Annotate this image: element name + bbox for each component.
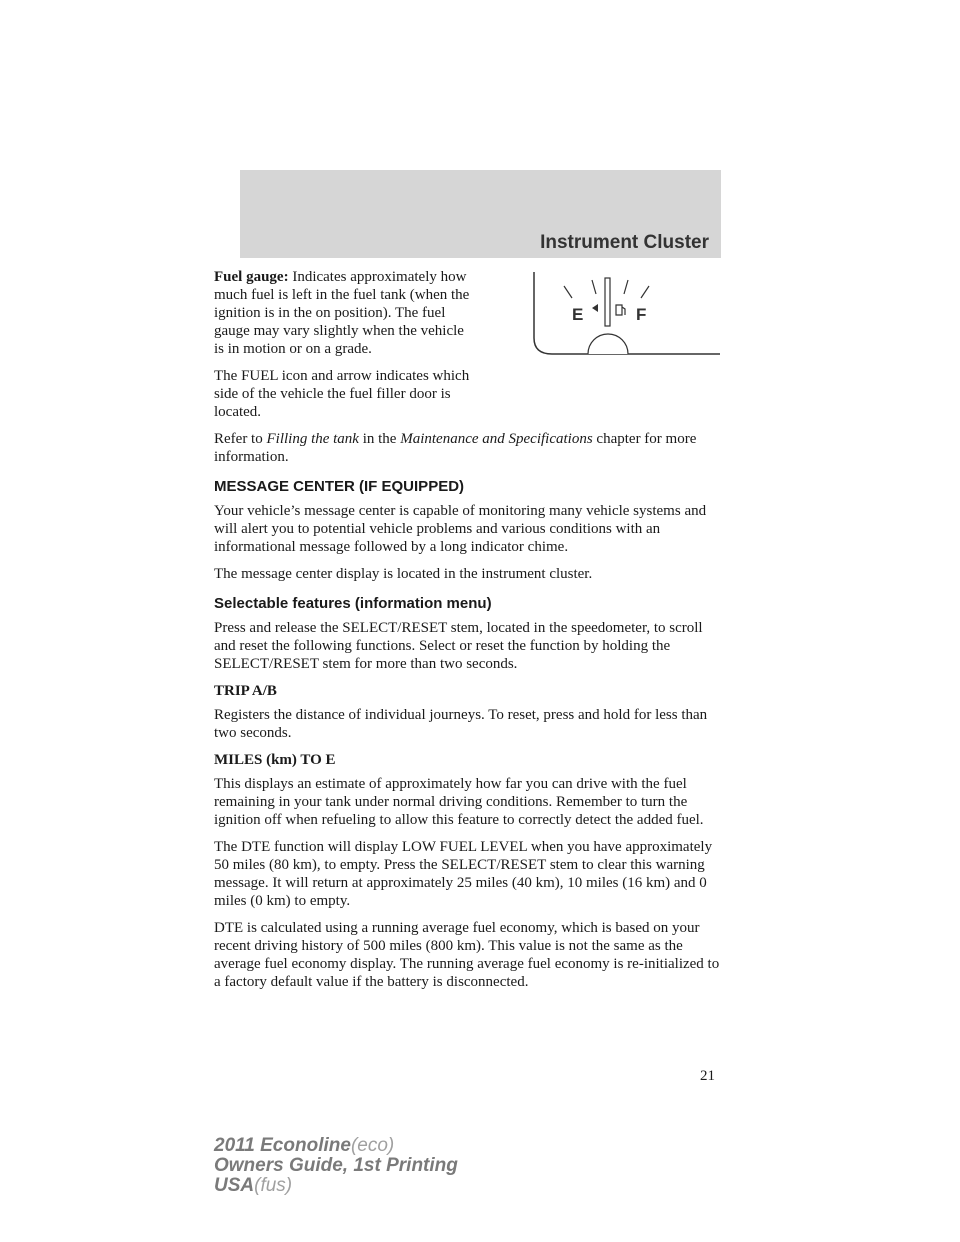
header-band [240,170,721,258]
page-content [214,268,720,1000]
message-center-p2: The message center display is located in the instrument cluster. [214,566,593,582]
footer-market: USA [214,1175,255,1196]
fuel-gauge-term: Fuel gauge: [214,269,289,285]
selectable-features-text: Press and release the SELECT/RESET stem, located in the speedometer, to scroll and reset the following functions. Select or reset the function by holding the SELECT/RESET stem for more than two seconds. [214,620,703,672]
trip-heading: TRIP A/B [214,683,277,699]
footer-line-3 [214,1176,458,1196]
footer-model: 2011 Econoline [214,1135,351,1156]
dte-p3: DTE is calculated using a running average fuel economy, which is based on your recent driving history of 500 miles (800 km). This value is not the same as the average fuel economy display. The running average fuel economy is re-initialized to a factory default value if the battery is disconnected. [214,920,720,990]
dte-heading: MILES (km) TO E [214,752,336,768]
trip-text: Registers the distance of individual journeys. To reset, press and hold for less than two seconds. [214,707,708,741]
gauge-empty-label: E [572,305,584,324]
footer-model-code: (eco) [350,1135,395,1156]
footer-line-1 [214,1136,458,1156]
fuel-gauge-paragraph [214,268,476,358]
refer-mid: in the [358,431,401,447]
refer-title-filling-tank: Filling the tank [266,431,359,447]
dte-p1: This displays an estimate of approximately how far you can drive with the fuel remaining in your tank under normal driving conditions. Remember to turn the ignition off when refueling to allow this feature to correctly detect the added fuel. [214,776,704,828]
refer-prefix: Refer to [214,431,267,447]
refer-title-maintenance: Maintenance and Specifications [400,431,593,447]
refer-suffix: chapter for more information. [214,431,697,465]
print-footer [214,1136,458,1196]
fuel-icon-paragraph: The FUEL icon and arrow indicates which side of the vehicle the fuel filler door is located. [214,368,470,420]
section-title: Instrument Cluster [540,232,709,253]
message-center-heading: MESSAGE CENTER (IF EQUIPPED) [214,478,465,495]
gauge-full-label: F [636,305,647,324]
footer-market-code: (fus) [254,1175,293,1196]
message-center-p1: Your vehicle’s message center is capable of monitoring many vehicle systems and will alert you to potential vehicle problems and various conditions with an informational message followed by a long indicator chime. [214,503,707,555]
page-number: 21 [700,1068,715,1084]
dte-p2: The DTE function will display LOW FUEL LEVEL when you have approximately 50 miles (80 km), to empty. Press the SELECT/RESET stem to clear this warning message. It will return at approximately 25 miles (40 km), 10 miles (16 km) and 0 miles (0 km) to empty. [214,839,713,909]
footer-line-2: Owners Guide, 1st Printing [214,1155,458,1176]
fuel-gauge-text: Indicates approximately how much fuel is left in the fuel tank (when the ignition is in the on position). The fuel gauge may vary slightly when the vehicle is in motion or on a grade. [214,269,470,357]
selectable-features-heading: Selectable features (information menu) [214,595,492,612]
refer-paragraph [214,430,720,466]
